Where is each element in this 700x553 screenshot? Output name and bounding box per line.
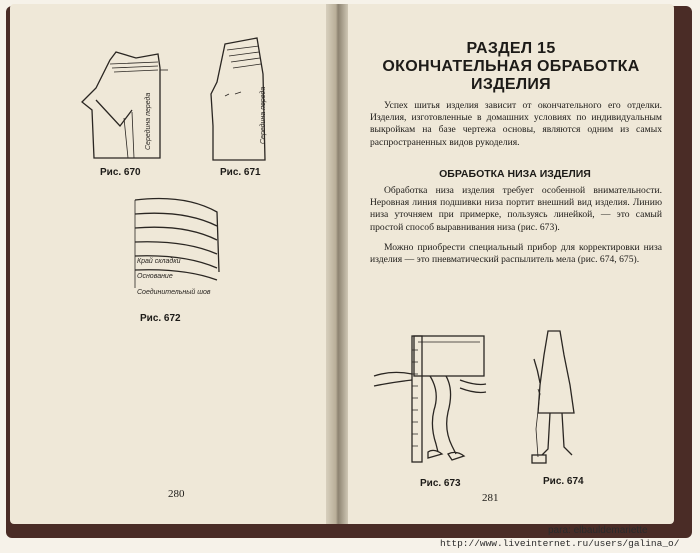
paragraph-1-text: Обработка низа изделия требует особенной внимательности. Неровная линия подшивки низа портит внешний вид изделия. Линию низа уточняем при примерке, пользуясь линейкой, — это самый простой способ выравнивания низа (рис. 673). (370, 185, 662, 233)
intro-text: Успех шитья изделия зависит от окончательного его отделки. Изделия, изготовленные в домашних условиях по индивидуальным выкройкам на базе чертежа основы, являются одним из самых распространенных видов рукоделия. (370, 100, 662, 148)
intro-paragraph (370, 100, 662, 149)
watermark-url: http://www.liveinternet.ru/users/galina_o/ (440, 538, 680, 549)
figure-671-drawing (205, 36, 295, 166)
figure-672-label-seam: Соединительный шов (137, 289, 211, 296)
figure-673-caption: Рис. 673 (420, 478, 461, 489)
right-page-number: 281 (482, 492, 499, 504)
section-title-line-2: ОКОНЧАТЕЛЬНАЯ ОБРАБОТКА (382, 58, 640, 75)
paragraph-2 (370, 242, 662, 266)
figure-670-caption: Рис. 670 (100, 167, 141, 178)
book-gutter (326, 4, 348, 524)
section-title-line-3: ИЗДЕЛИЯ (471, 76, 551, 93)
section-title-line-1: РАЗДЕЛ 15 (466, 40, 556, 57)
paragraph-1 (370, 185, 662, 234)
figure-671-caption: Рис. 671 (220, 167, 261, 178)
figure-673-drawing (368, 330, 498, 472)
figure-674-caption: Рис. 674 (543, 476, 584, 487)
figure-672-drawing (125, 192, 235, 302)
figure-672-label-edge: Край складки (137, 258, 181, 265)
figure-672-label-base: Основание (137, 273, 173, 280)
left-page-number: 280 (168, 488, 185, 500)
figure-670-vertical-label: Середина переда (145, 92, 152, 150)
figure-672-caption: Рис. 672 (140, 313, 181, 324)
figure-671-vertical-label: Середина переда (260, 86, 267, 144)
figure-670-drawing (76, 40, 206, 170)
subheading: ОБРАБОТКА НИЗА ИЗДЕЛИЯ (439, 168, 591, 180)
paragraph-2-text: Можно приобрести специальный прибор для корректировки низа изделия — это пневматический распылитель мела (рис. 674, 675). (370, 242, 662, 266)
watermark-credit: para: elbauldemariette (548, 525, 648, 536)
figure-674-drawing (520, 325, 600, 475)
